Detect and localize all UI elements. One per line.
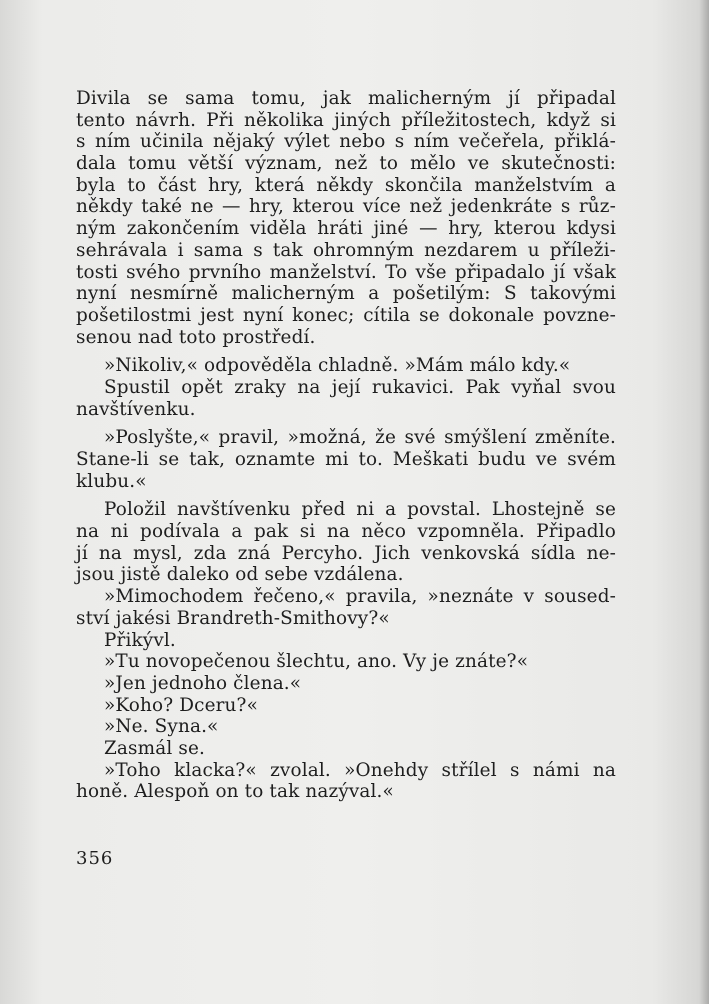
text-line: pošetilostmi jest nyní konec; cítila se dokonale povzne- [76, 304, 616, 326]
text-line: sehrávala i sama s tak ohromným nezdarem u příleži- [76, 239, 616, 261]
text-line: tosti svého prvního manželství. To vše připadalo jí však [76, 261, 616, 283]
text-line: s ním učinila nějaký výlet nebo s ním večeřela, přiklá- [76, 131, 616, 153]
text-line: Stane-li se tak, oznamte mi to. Meškati budu ve svém [76, 449, 616, 470]
text-line: »Poslyšte,« pravil, »možná, že své smýšlení změníte. [104, 427, 616, 449]
text-line: »Ne. Syna.« [104, 716, 219, 738]
text-line: klubu.« [76, 470, 147, 492]
text-line: jsou jistě daleko od sebe vzdálena. [76, 564, 404, 586]
text-line: »Mimochodem řečeno,« pravila, »neznáte v soused- [104, 586, 616, 608]
body-text [76, 88, 616, 803]
text-line: Zasmál se. [104, 737, 205, 759]
text-line: »Toho klacka?« zvolal. »Onehdy střílel s námi na [104, 759, 616, 781]
page-edge-shadow [699, 0, 709, 1004]
text-line: Přikývl. [104, 629, 176, 651]
text-line: nyní nesmírně malicherným a pošetilým: S takovými [76, 283, 616, 305]
text-line: byla to část hry, která někdy skončila manželstvím a [76, 174, 616, 196]
text-line: »Koho? Dceru?« [104, 694, 258, 716]
text-line: »Tu novopečenou šlechtu, ano. Vy je znáte?« [104, 651, 529, 673]
text-line: ství jakési Brandreth-Smithovy?« [76, 607, 390, 629]
text-line: Divila se sama tomu, jak malicherným jí připadal [76, 88, 616, 109]
text-line: Položil navštívenku před ni a povstal. Lhostejně se [104, 499, 616, 521]
text-line: ným zakončením viděla hráti jiné — hry, kterou kdysi [76, 218, 616, 240]
text-line: honě. Alespoň on to tak nazýval.« [76, 781, 394, 803]
text-line: »Jen jednoho člena.« [104, 672, 302, 694]
text-line: Spustil opět zraky na její rukavici. Pak vyňal svou [104, 376, 616, 398]
text-line: »Nikoliv,« odpověděla chladně. »Mám málo kdy.« [104, 355, 571, 377]
text-line: dala tomu větší význam, než to mělo ve skutečnosti: [76, 153, 616, 175]
text-line: senou nad toto prostředí. [76, 326, 316, 348]
text-line: navštívenku. [76, 398, 196, 420]
text-line: někdy také ne — hry, kterou více než jedenkráte s růz- [76, 196, 616, 218]
text-line: jí na mysl, zda zná Percyho. Jich venkovská sídla ne- [76, 542, 616, 564]
text-line: tento návrh. Při několika jiných příležitostech, když si [76, 109, 616, 131]
page-number: 356 [76, 848, 114, 869]
text-line: na ni podívala a pak si na něco vzpomněla. Připadlo [76, 521, 616, 543]
